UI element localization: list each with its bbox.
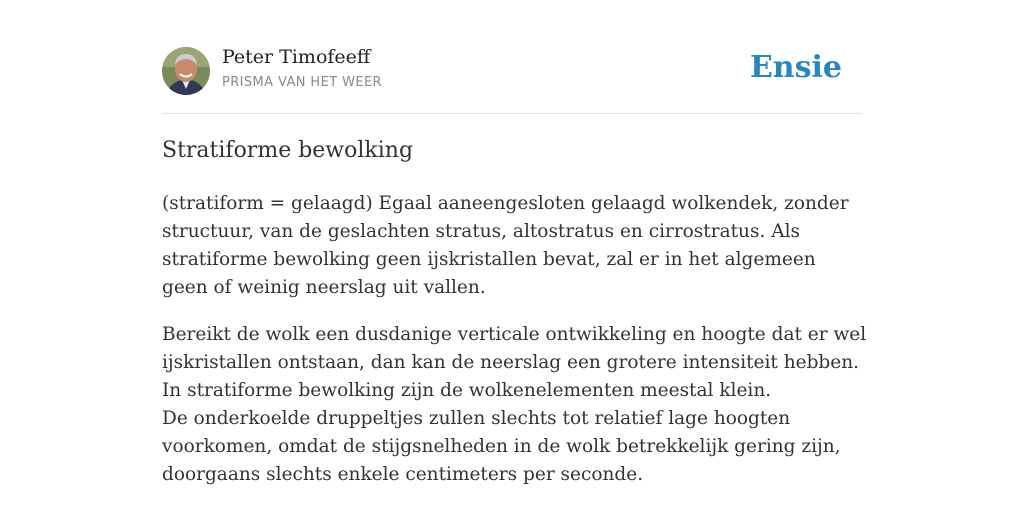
article-title: Stratiforme bewolking	[162, 138, 414, 163]
paragraph-definition: (stratiform = gelaagd) Egaal aaneengesloten gelaagd wolkendek, zonder structuur, van de geslachten stratus, altostratus en cirrostratus. Als stratiforme bewolking geen ijskristallen bevat, zal er in het algemeen geen of weinig neerslag uit vallen.	[162, 193, 849, 298]
avatar-portrait-image	[162, 47, 210, 95]
paragraph-ice-crystals	[162, 321, 867, 489]
author-name[interactable]: Peter Timofeeff	[222, 46, 371, 68]
author-header	[162, 46, 862, 96]
header-divider	[162, 113, 862, 114]
article-body	[162, 190, 867, 508]
source-name[interactable]: PRISMA VAN HET WEER	[222, 75, 382, 90]
author-avatar[interactable]	[162, 47, 210, 95]
paragraph-ice-crystals-line-1: Bereikt de wolk een dusdanige verticale ontwikkeling en hoogte dat er wel ijskristallen ontstaan, dan kan de neerslag een grotere intensiteit hebben. In stratiforme bewolking zijn de wolkenelementen meestal klein.	[162, 324, 867, 401]
paragraph-ice-crystals-line-2: De onderkoelde druppeltjes zullen slechts tot relatief lage hoogten voorkomen, omdat de stijgsnelheden in de wolk betrekkelijk gering zijn, doorgaans slechts enkele centimeters per seconde.	[162, 408, 841, 485]
ensie-logo[interactable]: Ensie	[749, 50, 842, 85]
